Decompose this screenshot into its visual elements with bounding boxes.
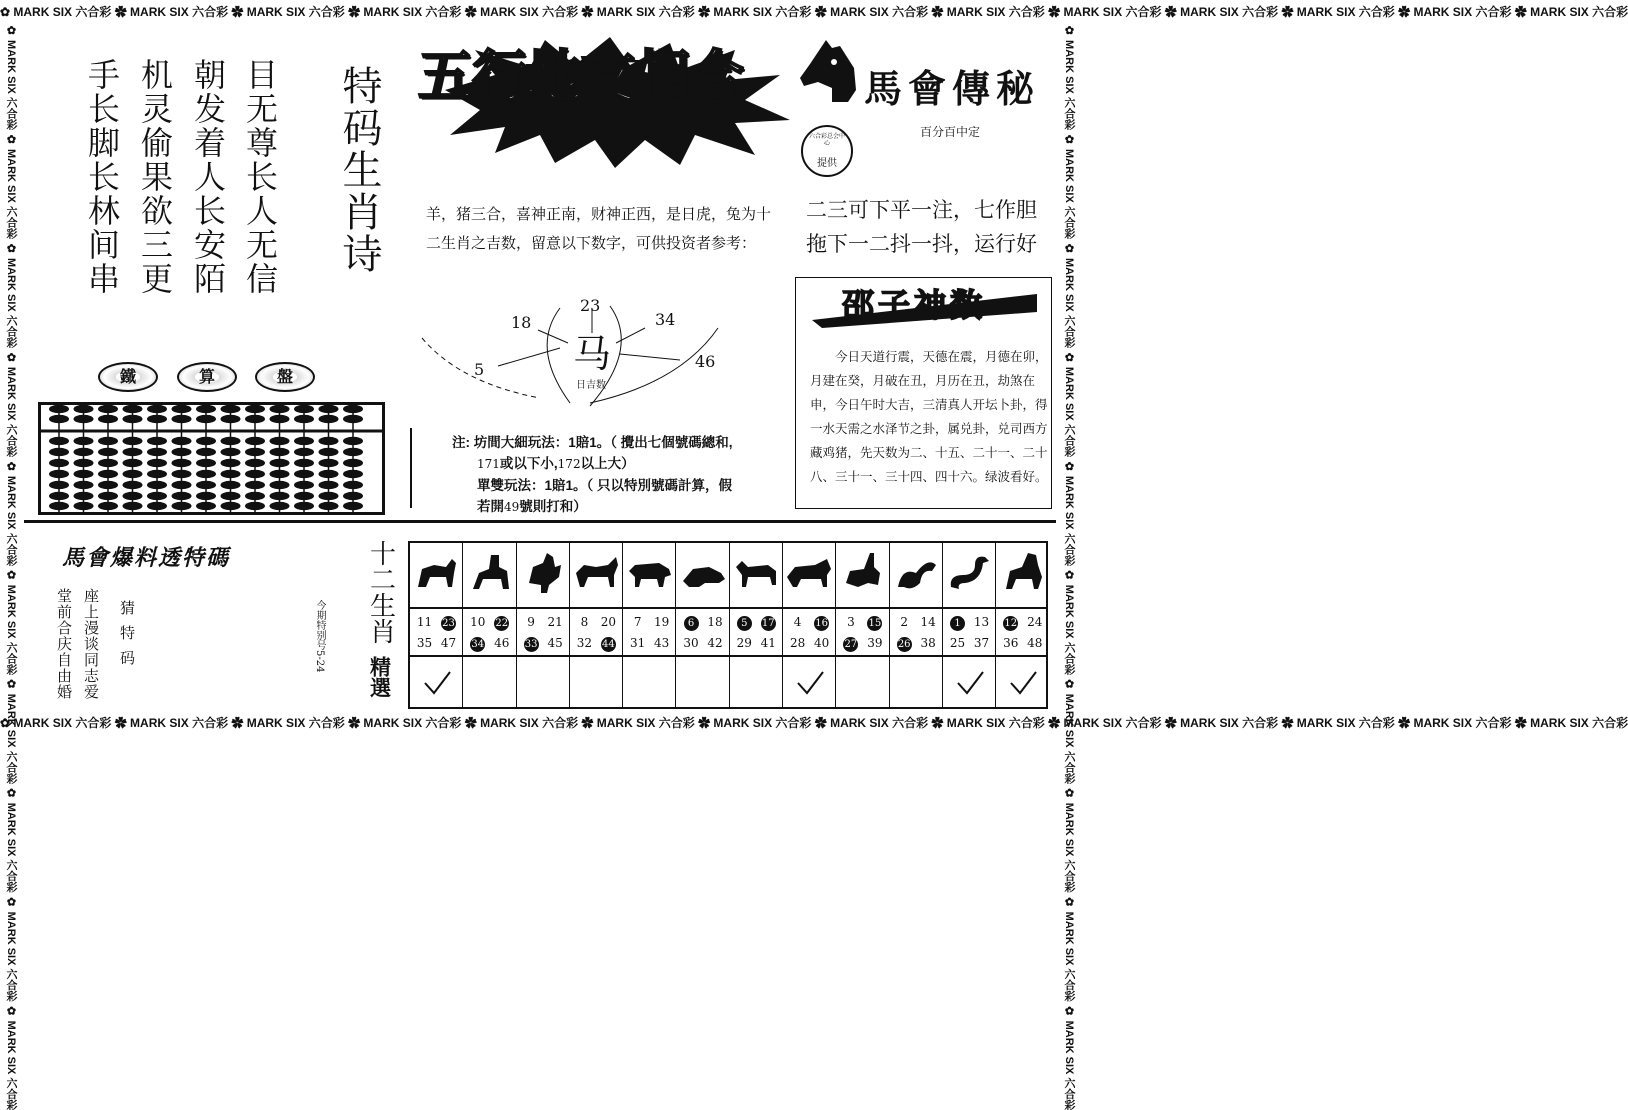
note-line-4: 若開49號則打和） [477, 499, 587, 514]
abacus-bead [147, 492, 167, 500]
poem-line-3: 机灵偷果欲三更 [136, 58, 174, 296]
zodiac-number: 9 [527, 615, 535, 629]
abacus-bead [74, 459, 94, 467]
shao-title: 邵子神数 [842, 286, 987, 324]
abacus-bead [319, 459, 339, 467]
abacus-bead [49, 481, 69, 489]
abacus-bead [245, 492, 265, 500]
zodiac-number-ball: 12 [1004, 618, 1018, 629]
abacus-bead [245, 502, 265, 510]
poem-line-1: 目无尊长人无信 [241, 58, 279, 296]
abacus-bead [343, 481, 363, 489]
zodiac-number: 35 [416, 636, 433, 650]
abacus-bead [172, 405, 192, 413]
zodiac-number: 2 [900, 615, 908, 629]
zodiac-number: 38 [920, 636, 936, 650]
abacus-bead [245, 470, 265, 478]
abacus-bead [319, 470, 339, 478]
header-title: 五行地支相合 [418, 44, 742, 110]
abacus-bead [172, 459, 192, 467]
abacus-bead [147, 459, 167, 467]
abacus-bead [319, 448, 339, 456]
brand-subtitle: 百分百中定 [920, 125, 981, 139]
abacus-bead [196, 470, 216, 478]
zodiac-number: 48 [1027, 636, 1043, 650]
abacus-bead [49, 459, 69, 467]
check-icon [795, 668, 825, 698]
abacus-bead [294, 459, 314, 467]
horse-head-icon [798, 38, 860, 104]
abacus-bead [245, 481, 265, 489]
tip-line-1: 二三可下平一注，七作胆 [806, 198, 1037, 222]
abacus-bead [98, 405, 118, 413]
abacus-bead [245, 437, 265, 445]
number-fan-diagram [420, 288, 720, 413]
tm-poem-line-1: 堂前合庆自由婚 [55, 588, 73, 700]
zodiac-number-ball: 5 [737, 616, 752, 631]
abacus-bead [270, 492, 290, 500]
abacus-bead [172, 448, 192, 456]
seal-stamp [801, 125, 853, 177]
abacus-bead [172, 481, 192, 489]
abacus-bead [123, 492, 143, 500]
zodiac-number [998, 615, 1023, 631]
zodiac-number: 3 [847, 615, 855, 629]
tm-qi: 今期特别号5-24 [314, 600, 325, 673]
zodiac-column [730, 543, 783, 707]
abacus-bead [245, 415, 265, 423]
abacus-bead [196, 448, 216, 456]
goat-icon [412, 547, 460, 603]
abacus-bead [294, 470, 314, 478]
tip-line-2: 拖下一二抖一抖，运行好 [806, 232, 1037, 256]
fan-number-5: 46 [695, 352, 716, 371]
abacus-bead [245, 405, 265, 413]
zodiac-number: 25 [949, 636, 966, 650]
note-block [452, 432, 797, 518]
abacus-bead [98, 415, 118, 423]
abacus-bead [294, 415, 314, 423]
zodiac-number [679, 615, 704, 631]
section-divider [24, 520, 1056, 523]
abacus-bead [270, 502, 290, 510]
zodiac-number-ball: 44 [602, 639, 615, 650]
abacus-bead [221, 405, 241, 413]
abacus-bead [221, 492, 241, 500]
zodiac-number: 10 [470, 615, 486, 629]
abacus-bead [221, 437, 241, 445]
abacus-bead [74, 481, 94, 489]
zodiac-number [519, 636, 544, 652]
abacus-bead [147, 481, 167, 489]
abacus-bead [98, 470, 118, 478]
abacus-bead [98, 492, 118, 500]
zodiac-number [756, 615, 781, 631]
pig-icon [625, 547, 673, 603]
zodiac-number: 8 [580, 615, 589, 629]
seal-center-text: 提供 [817, 158, 837, 169]
zodiac-column [996, 543, 1049, 707]
zodiac-number: 19 [654, 615, 670, 629]
poem-line-2: 朝发着人长安陌 [189, 58, 227, 296]
abacus-bead [98, 459, 118, 467]
abacus-label-tie: 鐵 [98, 362, 158, 392]
tiger-icon [785, 547, 833, 603]
abacus-bead [270, 448, 290, 456]
zodiac-number: 28 [789, 636, 806, 650]
abacus-bead [74, 448, 94, 456]
seal-ring-text: 六合彩总会中心 [808, 133, 845, 147]
abacus-bead [221, 448, 241, 456]
abacus-bead [221, 481, 241, 489]
top-border-strip: ✿ MARK SIX 六合彩 ✿ MARK SIX 六合彩 ✿ MARK SIX 六合彩 ✿ MARK SIX 六合彩 ✿ MARK SIX 六合彩 ✿ MARK SIX 六合彩 ✿ MARK SIX 六合彩 ✿ MARK SIX 六合彩 ✿ MARK SIX 六合彩 ✿ MARK SIX 六合彩 ✿ MARK SIX 六合彩 ✿ MARK SIX 六合彩 ✿ MARK SIX 六合彩 ✿ MARK SIX 六合彩 [0, 5, 1628, 19]
abacus-bead [49, 470, 69, 478]
abacus-label-suan: 算 [177, 362, 237, 392]
abacus-bead [294, 481, 314, 489]
tm-side: 猜特码 [118, 600, 136, 675]
fan-number-2: 18 [511, 313, 532, 332]
abacus-bead [343, 470, 363, 478]
abacus-bead [74, 405, 94, 413]
dog-icon [572, 547, 620, 603]
zodiac-number-ball: 34 [471, 639, 485, 650]
abacus-bead [172, 492, 192, 500]
abacus-bead [196, 481, 216, 489]
abacus-bead [196, 459, 216, 467]
abacus-bead [319, 405, 339, 413]
zodiac-number-ball: 23 [442, 618, 455, 629]
abacus-bead [74, 470, 94, 478]
zodiac-number [892, 636, 917, 652]
abacus-bead [49, 415, 69, 423]
zodiac-number: 29 [736, 636, 752, 650]
abacus-bead [147, 502, 167, 510]
abacus-bead [294, 492, 314, 500]
left-border-strip: ✿ MARK SIX 六合彩 ✿ MARK SIX 六合彩 ✿ MARK SIX 六合彩 ✿ MARK SIX 六合彩 ✿ MARK SIX 六合彩 ✿ MARK SIX 六合彩 ✿ MARK SIX 六合彩 ✿ MARK SIX 六合彩 ✿ MARK SIX 六合彩 ✿ MARK SIX 六合彩 [5, 24, 17, 1110]
zodiac-number-ball: 17 [761, 618, 775, 629]
abacus-bead [147, 415, 167, 423]
abacus-bead [123, 437, 143, 445]
zodiac-grid [408, 541, 1048, 709]
abacus-bead [147, 448, 167, 456]
abacus-bead [123, 502, 143, 510]
rooster-icon [519, 547, 567, 603]
zodiac-number-ball: 15 [868, 618, 882, 629]
note-line-2: 171或以下小,172以上大） [477, 456, 635, 471]
abacus-bead [270, 437, 290, 445]
zodiac-column [836, 543, 889, 707]
zodiac-column [783, 543, 836, 707]
note-rule [410, 428, 412, 508]
check-icon [422, 668, 452, 698]
rabbit-icon [838, 547, 886, 603]
abacus-bead [270, 459, 290, 467]
zodiac-number: 40 [813, 636, 830, 650]
abacus-bead [270, 415, 290, 423]
zodiac-number: 11 [416, 615, 433, 629]
zodiac-number: 7 [633, 615, 642, 629]
zodiac-header: 十二生肖 [365, 540, 396, 644]
abacus-bead [319, 437, 339, 445]
poem-line-4: 手长脚长林间串 [83, 58, 121, 296]
zodiac-number: 13 [973, 615, 990, 629]
abacus-bead [294, 448, 314, 456]
abacus-bead [172, 415, 192, 423]
abacus-bead [221, 415, 241, 423]
zodiac-number [945, 615, 970, 631]
abacus-bead [343, 492, 363, 500]
abacus-bead [221, 502, 241, 510]
abacus-bead [270, 470, 290, 478]
rat-icon [679, 547, 727, 603]
abacus-bead [245, 448, 265, 456]
abacus-bead [123, 470, 143, 478]
zodiac-jingxuan: 精選 [367, 656, 393, 698]
note-line-3: 單雙玩法：1賠1。（ 只以特別號碼計算，假 [477, 478, 733, 493]
zodiac-number: 30 [683, 636, 699, 650]
zodiac-column [623, 543, 676, 707]
abacus-bead [319, 481, 339, 489]
abacus-bead [196, 502, 216, 510]
zodiac-number [465, 636, 490, 652]
zodiac-number: 39 [867, 636, 883, 650]
zodiac-number [862, 615, 887, 631]
fan-center-char: 马 [573, 332, 612, 376]
zodiac-column [943, 543, 996, 707]
abacus-bead [49, 437, 69, 445]
zodiac-number: 46 [494, 636, 510, 650]
fan-number-3: 23 [580, 296, 601, 315]
zodiac-number [489, 615, 514, 631]
zodiac-number-ball: 22 [495, 618, 509, 629]
horse-icon [998, 547, 1046, 603]
zodiac-number-ball: 6 [684, 616, 699, 631]
zodiac-number: 45 [547, 636, 563, 650]
fan-center-sub: 日吉数 [576, 380, 606, 391]
note-line-1: 注: 坊間大細玩法：1賠1。（ 攪出七個號碼總和, [452, 435, 733, 450]
ox-icon [732, 547, 780, 603]
abacus-bead [147, 470, 167, 478]
abacus-illustration [38, 402, 385, 515]
zodiac-number: 21 [547, 615, 563, 629]
abacus-icon [41, 405, 382, 512]
fan-number-4: 34 [655, 310, 676, 329]
zodiac-number: 14 [920, 615, 936, 629]
dragon-icon [892, 547, 940, 603]
tm-title: 馬會爆料透特碼 [62, 545, 231, 571]
horse-rider-icon [465, 547, 513, 603]
abacus-bead [343, 502, 363, 510]
abacus-bead [123, 405, 143, 413]
zodiac-number-ball: 16 [815, 618, 828, 629]
intro-text: 羊，猪三合，喜神正南，财神正西，是日虎，兔为十二生肖之吉数，留意以下数字，可供投资者参考： [426, 205, 772, 252]
abacus-bead [319, 415, 339, 423]
abacus-label-pan: 盤 [255, 362, 315, 392]
abacus-bead [343, 437, 363, 445]
zodiac-number [809, 615, 834, 631]
abacus-bead [74, 415, 94, 423]
abacus-bead [123, 459, 143, 467]
zodiac-number: 43 [654, 636, 670, 650]
zodiac-number: 24 [1027, 615, 1043, 629]
abacus-bead [343, 415, 363, 423]
abacus-bead [123, 415, 143, 423]
zodiac-number: 4 [793, 615, 802, 629]
abacus-bead [74, 492, 94, 500]
zodiac-number-ball: 33 [524, 639, 538, 650]
abacus-bead [196, 415, 216, 423]
abacus-bead [49, 502, 69, 510]
abacus-bead [270, 405, 290, 413]
zodiac-column [677, 543, 730, 707]
abacus-bead [294, 405, 314, 413]
zodiac-column [570, 543, 623, 707]
zodiac-number-ball: 1 [950, 616, 965, 631]
abacus-bead [74, 437, 94, 445]
zodiac-number-ball: 27 [844, 639, 858, 650]
abacus-bead [123, 481, 143, 489]
zodiac-column [517, 543, 570, 707]
abacus-bead [294, 502, 314, 510]
abacus-bead [196, 405, 216, 413]
abacus-bead [98, 448, 118, 456]
zodiac-column [410, 543, 463, 707]
zodiac-number: 47 [440, 636, 457, 650]
abacus-bead [123, 448, 143, 456]
zodiac-number: 18 [707, 615, 723, 629]
snake-icon [945, 547, 993, 603]
abacus-bead [221, 470, 241, 478]
abacus-bead [270, 481, 290, 489]
zodiac-number [838, 636, 863, 652]
abacus-bead [172, 437, 192, 445]
poem-title: 特码生肖诗 [336, 65, 382, 275]
zodiac-column [890, 543, 943, 707]
zodiac-number: 37 [973, 636, 990, 650]
zodiac-number: 20 [600, 615, 617, 629]
abacus-bead [172, 470, 192, 478]
abacus-bead [221, 459, 241, 467]
zodiac-number [732, 615, 757, 631]
zodiac-number: 32 [576, 636, 593, 650]
check-icon [955, 668, 985, 698]
zodiac-column [463, 543, 516, 707]
tm-poem-line-2: 座上漫谈同志爱 [82, 588, 100, 700]
abacus-bead [196, 492, 216, 500]
abacus-bead [49, 448, 69, 456]
zodiac-number: 41 [760, 636, 776, 650]
tip-text [806, 193, 1066, 261]
abacus-bead [74, 502, 94, 510]
zodiac-number [436, 615, 461, 631]
fan-number-1: 5 [474, 360, 485, 379]
abacus-bead [319, 502, 339, 510]
abacus-bead [172, 502, 192, 510]
abacus-bead [147, 405, 167, 413]
abacus-bead [294, 437, 314, 445]
abacus-bead [343, 448, 363, 456]
bottom-border-strip: ✿ MARK SIX 六合彩 ✿ MARK SIX 六合彩 ✿ MARK SIX 六合彩 ✿ MARK SIX 六合彩 ✿ MARK SIX 六合彩 ✿ MARK SIX 六合彩 ✿ MARK SIX 六合彩 ✿ MARK SIX 六合彩 ✿ MARK SIX 六合彩 ✿ MARK SIX 六合彩 ✿ MARK SIX 六合彩 ✿ MARK SIX 六合彩 ✿ MARK SIX 六合彩 ✿ MARK SIX 六合彩 [0, 716, 1628, 730]
zodiac-number [596, 636, 621, 652]
abacus-bead [196, 437, 216, 445]
zodiac-number: 36 [1003, 636, 1019, 650]
brand-title: 馬會傳秘 [864, 66, 1041, 111]
abacus-bead [98, 481, 118, 489]
abacus-bead [147, 437, 167, 445]
zodiac-number: 31 [630, 636, 646, 650]
abacus-bead [343, 405, 363, 413]
abacus-bead [49, 405, 69, 413]
abacus-bead [245, 459, 265, 467]
abacus-bead [49, 492, 69, 500]
abacus-bead [343, 459, 363, 467]
zodiac-number-ball: 26 [897, 639, 911, 650]
shao-text: 今日天道行震，天德在震，月德在卯，月建在癸，月破在丑，月历在丑，劫煞在申，今日午时大吉，三清真人开坛卜卦，得一水天需之水泽节之卦，属兑卦，兑司西方藏鸡猪，先天数为二、十五、二十一、二十八、三十一、三十四、四十六。绿波看好。 [810, 349, 1048, 484]
abacus-bead [319, 492, 339, 500]
abacus-bead [98, 502, 118, 510]
right-border-strip: ✿ MARK SIX 六合彩 ✿ MARK SIX 六合彩 ✿ MARK SIX 六合彩 ✿ MARK SIX 六合彩 ✿ MARK SIX 六合彩 ✿ MARK SIX 六合彩 ✿ MARK SIX 六合彩 ✿ MARK SIX 六合彩 ✿ MARK SIX 六合彩 ✿ MARK SIX 六合彩 [1063, 24, 1075, 1110]
check-icon [1008, 668, 1038, 698]
abacus-bead [98, 437, 118, 445]
zodiac-number: 42 [707, 636, 723, 650]
